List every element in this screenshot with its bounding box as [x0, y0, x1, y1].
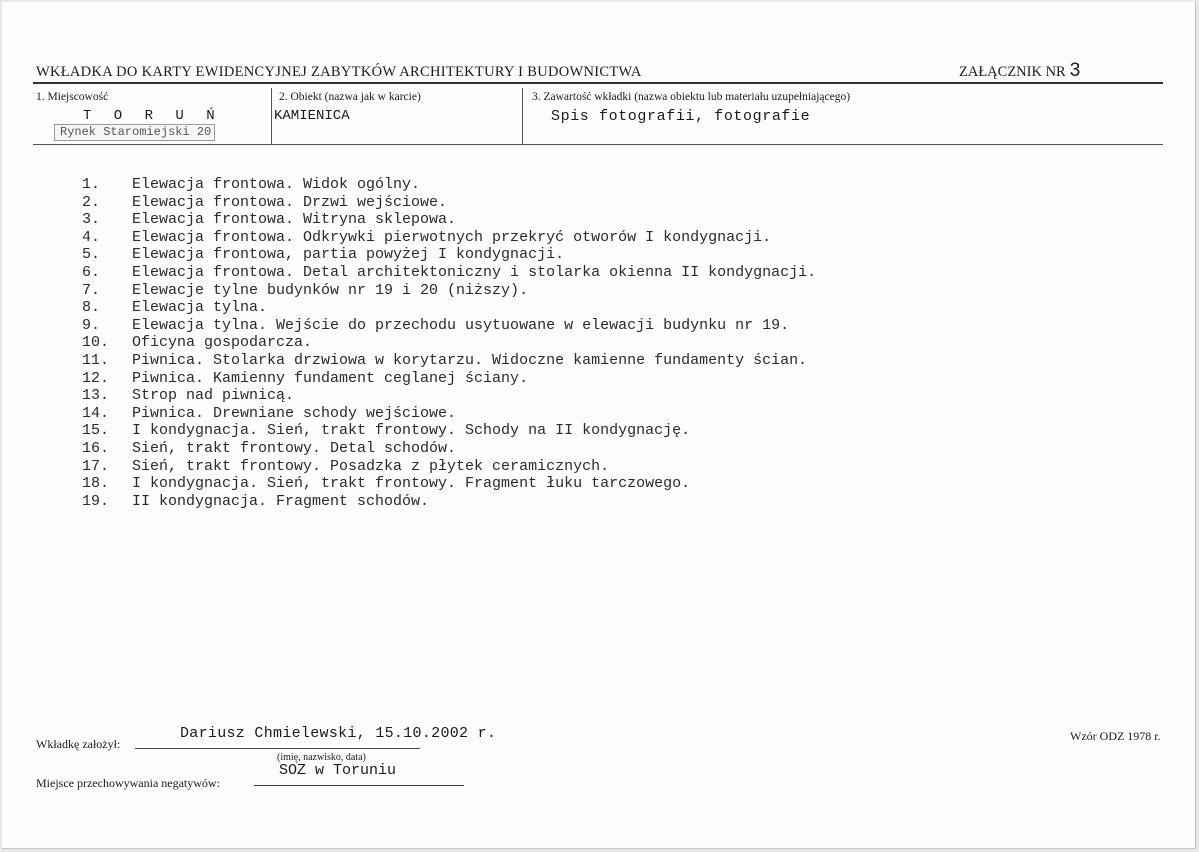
list-item	[82, 370, 816, 388]
list-item-text: Oficyna gospodarcza.	[132, 334, 313, 352]
negatives-location-label: Miejsce przechowywania negatywów:	[36, 776, 220, 790]
list-item-number: 11.	[82, 351, 110, 369]
list-item	[82, 458, 816, 476]
list-item	[82, 264, 816, 282]
list-item-text: Elewacja frontowa. Witryna sklepowa.	[132, 211, 457, 229]
list-item	[82, 282, 816, 300]
insert-author-value: Dariusz Chmielewski, 15.10.2002 r.	[180, 725, 497, 742]
list-item-number: 3.	[82, 211, 101, 229]
list-item-text: Sień, trakt frontowy. Posadzka z płytek ceramicznych.	[132, 457, 610, 475]
list-item-number: 10.	[82, 334, 110, 352]
list-item-number: 6.	[82, 263, 101, 281]
form-model: Wzór ODZ 1978 r.	[1070, 729, 1161, 743]
attachment-number-value: 3	[1069, 60, 1081, 81]
list-item	[82, 299, 816, 317]
list-item	[82, 211, 816, 229]
negatives-location-line	[254, 785, 464, 786]
list-item-text: Sień, trakt frontowy. Detal schodów.	[132, 439, 457, 457]
list-item-number: 19.	[82, 492, 110, 510]
list-item-text: Elewacja frontowa, partia powyżej I kondygnacji.	[132, 246, 565, 264]
list-item-number: 7.	[82, 281, 101, 299]
list-item	[82, 387, 816, 405]
list-item-text: Elewacja frontowa. Odkrywki pierwotnych przekryć otworów I kondygnacji.	[132, 228, 772, 246]
negatives-location-value: SOZ w Toruniu	[279, 762, 397, 779]
list-item-text: Elewacje tylne budynków nr 19 i 20 (niższy).	[132, 281, 529, 299]
list-item	[82, 194, 816, 212]
list-item-number: 9.	[82, 316, 101, 334]
list-item-number: 16.	[82, 439, 110, 457]
list-item-number: 15.	[82, 422, 110, 440]
insert-author-label: Wkładkę założył:	[36, 737, 121, 751]
list-item-text: Elewacja tylna.	[132, 299, 268, 317]
list-item-number: 1.	[82, 176, 101, 193]
photo-list	[82, 176, 816, 510]
contents-cell	[523, 88, 1163, 144]
header-fields	[33, 88, 1163, 145]
list-item-number: 8.	[82, 299, 101, 317]
list-item	[82, 176, 816, 194]
list-item-number: 2.	[82, 193, 101, 211]
list-item-text: Elewacja frontowa. Drzwi wejściowe.	[132, 193, 448, 211]
attachment-number	[959, 60, 1080, 82]
header-rule	[33, 82, 1163, 84]
contents-value: Spis fotografii, fotografie	[551, 108, 811, 125]
object-label: 2. Obiekt (nazwa jak w karcie)	[279, 91, 421, 103]
insert-author-line	[135, 748, 420, 749]
attachment-label: ZAŁĄCZNIK NR	[959, 64, 1066, 80]
list-item	[82, 334, 816, 352]
list-item-number: 18.	[82, 475, 110, 493]
list-item-number: 14.	[82, 404, 110, 422]
list-item-text: Elewacja frontowa. Widok ogólny.	[132, 176, 421, 193]
list-item-text: I kondygnacja. Sień, trakt frontowy. Fragment łuku tarczowego.	[132, 475, 691, 493]
list-item-number: 4.	[82, 228, 101, 246]
list-item-number: 5.	[82, 246, 101, 264]
list-item-text: Piwnica. Stolarka drzwiowa w korytarzu. Widoczne kamienne fundamenty ścian.	[132, 351, 808, 369]
list-item	[82, 493, 816, 511]
list-item-text: Piwnica. Kamienny fundament ceglanej ściany.	[132, 369, 529, 387]
list-item-text: Piwnica. Drewniane schody wejściowe.	[132, 404, 457, 422]
locality-cell	[33, 88, 272, 144]
list-item	[82, 440, 816, 458]
address-stamp: Rynek Staromiejski 20	[54, 124, 215, 141]
list-item-number: 12.	[82, 369, 110, 387]
list-item-text: Elewacja frontowa. Detal architektoniczny i stolarka okienna II kondygnacji.	[132, 263, 817, 281]
document-sheet	[2, 2, 1196, 849]
list-item-text: I kondygnacja. Sień, trakt frontowy. Schody na II kondygnację.	[132, 422, 691, 440]
list-item	[82, 422, 816, 440]
list-item-text: Elewacja tylna. Wejście do przechodu usytuowane w elewacji budynku nr 19.	[132, 316, 790, 334]
list-item	[82, 475, 816, 493]
object-cell	[272, 88, 523, 144]
list-item-text: II kondygnacja. Fragment schodów.	[132, 492, 430, 510]
list-item	[82, 229, 816, 247]
list-item	[82, 352, 816, 370]
insert-author-hint: (imię, nazwisko, data)	[277, 752, 366, 763]
list-item-text: Strop nad piwnicą.	[132, 387, 295, 405]
list-item	[82, 246, 816, 264]
list-item	[82, 317, 816, 335]
list-item	[82, 405, 816, 423]
object-value: KAMIENICA	[274, 108, 350, 124]
locality-label: 1. Miejscowość	[36, 91, 109, 103]
list-item-number: 13.	[82, 387, 110, 405]
list-item-number: 17.	[82, 457, 110, 475]
locality-value: T O R U Ń	[83, 108, 222, 124]
contents-label: 3. Zawartość wkładki (nazwa obiektu lub materiału uzupełniającego)	[532, 91, 851, 103]
document-title: WKŁADKA DO KARTY EWIDENCYJNEJ ZABYTKÓW ARCHITEKTURY I BUDOWNICTWA	[36, 64, 642, 80]
